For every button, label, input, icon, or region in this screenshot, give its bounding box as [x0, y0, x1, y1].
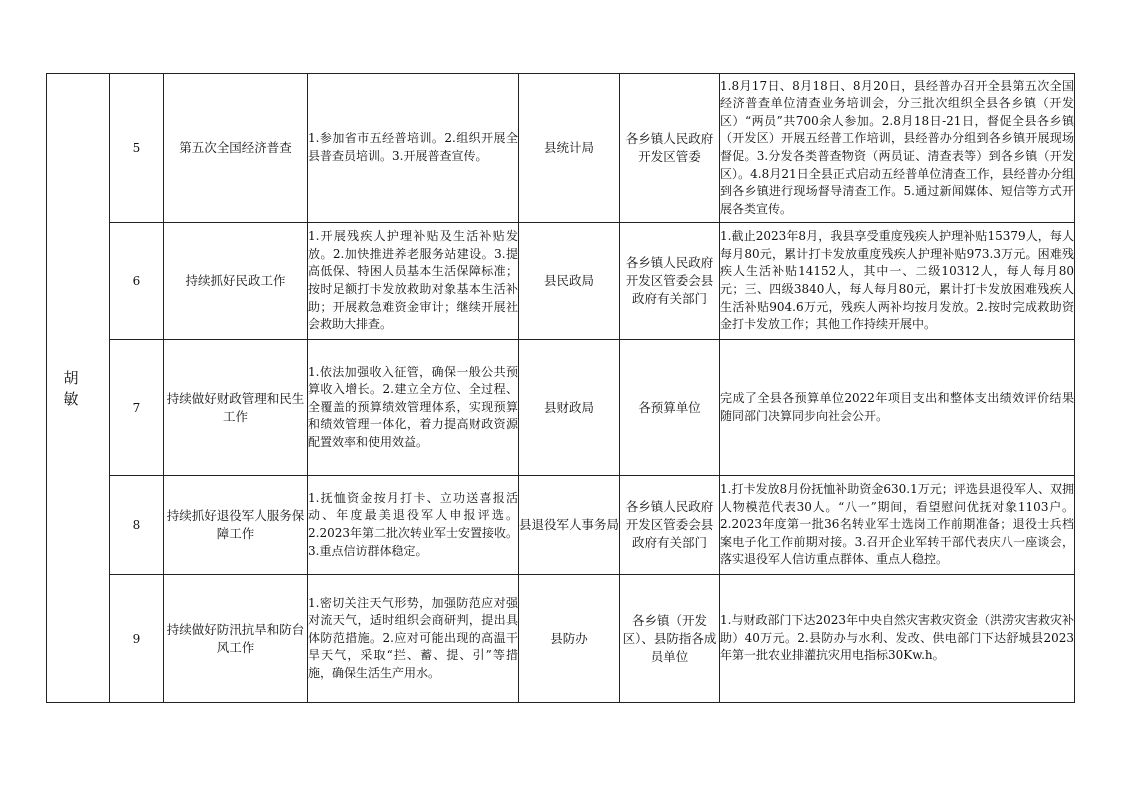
progress-text: 完成了全县各预算单位2022年项目支出和整体支出绩效评价结果随同部门决算同步向社会公开。 [720, 340, 1075, 476]
table-row [47, 476, 1075, 575]
row-index: 5 [110, 74, 164, 223]
table-row [47, 340, 1075, 476]
task-name: 持续做好防汛抗旱和防台风工作 [164, 575, 308, 703]
lead-unit: 县民政局 [519, 223, 620, 340]
responsible-units: 各乡镇（开发区）、县防指各成员单位 [620, 575, 720, 703]
progress-text: 1.与财政部门下达2023年中央自然灾害救灾资金（洪涝灾害救灾补助）40万元。2.县防办与水利、发改、供电部门下达舒城县2023年第一批农业排灌抗灾用电指标30Kw.h。 [720, 575, 1075, 703]
task-name: 第五次全国经济普查 [164, 74, 308, 223]
responsible-units: 各乡镇人民政府开发区管委会县政府有关部门 [620, 476, 720, 575]
progress-text: 1.截止2023年8月，我县享受重度残疾人护理补贴15379人，每人每月80元，累计打卡发放重度残疾人护理补贴973.3万元。困难残疾人生活补贴14152人，其中一、二级10312人，每人每月80元；三、四级3840人，每人每月80元，累计打卡发放困难残疾人生活补贴904.6万元，残疾人两补均按月发放。2.按时完成救助资金打卡发放工作；其他工作持续开展中。 [720, 223, 1075, 340]
responsible-units: 各乡镇人民政府开发区管委会县政府有关部门 [620, 223, 720, 340]
task-measures: 1.密切关注天气形势，加强防范应对强对流天气，适时组织会商研判，提出具体防范措施。2.应对可能出现的高温干旱天气，采取“拦、蓄、提、引”等措施，确保生活生产用水。 [308, 575, 519, 703]
leader-name: 胡 敏 [47, 74, 110, 703]
work-progress-table [46, 73, 1075, 703]
responsible-units: 各乡镇人民政府开发区管委 [620, 74, 720, 223]
row-index: 9 [110, 575, 164, 703]
task-measures: 1.依法加强收入征管，确保一般公共预算收入增长。2.建立全方位、全过程、全覆盖的预算绩效管理体系，实现预算和绩效管理一体化，着力提高财政资源配置效率和使用效益。 [308, 340, 519, 476]
task-measures: 1.参加省市五经普培训。2.组织开展全县普查员培训。3.开展普查宣传。 [308, 74, 519, 223]
table-row [47, 74, 1075, 223]
table-row [47, 223, 1075, 340]
task-name: 持续做好财政管理和民生工作 [164, 340, 308, 476]
lead-unit: 县财政局 [519, 340, 620, 476]
lead-unit: 县退役军人事务局 [519, 476, 620, 575]
task-measures: 1.抚恤资金按月打卡、立功送喜报活动、年度最美退役军人申报评选。2.2023年第二批次转业军士安置接收。3.重点信访群体稳定。 [308, 476, 519, 575]
progress-text: 1.打卡发放8月份抚恤补助资金630.1万元；评选县退役军人、双拥人物模范代表30人。“八一”期间，看望慰问优抚对象1103户。2.2023年度第一批36名转业军士选岗工作前期准备；退役士兵档案电子化工作前期对接。3.召开企业军转干部代表庆八一座谈会，落实退役军人信访重点群体、重点人稳控。 [720, 476, 1075, 575]
row-index: 8 [110, 476, 164, 575]
row-index: 7 [110, 340, 164, 476]
responsible-units: 各预算单位 [620, 340, 720, 476]
task-measures: 1.开展残疾人护理补贴及生活补贴发放。2.加快推进养老服务站建设。3.提高低保、特困人员基本生活保障标准；按时足额打卡发放救助对象基本生活补助；开展救急难资金审计；继续开展社会救助大排查。 [308, 223, 519, 340]
lead-unit: 县统计局 [519, 74, 620, 223]
table-row [47, 575, 1075, 703]
lead-unit: 县防办 [519, 575, 620, 703]
task-name: 持续抓好民政工作 [164, 223, 308, 340]
task-name: 持续抓好退役军人服务保障工作 [164, 476, 308, 575]
row-index: 6 [110, 223, 164, 340]
progress-text: 1.8月17日、8月18日、8月20日，县经普办召开全县第五次全国经济普查单位清查业务培训会，分三批次组织全县各乡镇（开发区）“两员”共700余人参加。2.8月18日-21日，督促全县各乡镇（开发区）开展五经普工作培训，县经普办分组到各乡镇开展现场督促。3.分发各类普查物资（两员证、清查表等）到各乡镇（开发区）。4.8月21日全县正式启动五经普单位清查工作，县经普办分组到各乡镇进行现场督导清查工作。5.通过新闻媒体、短信等方式开展各类宣传。 [720, 74, 1075, 223]
